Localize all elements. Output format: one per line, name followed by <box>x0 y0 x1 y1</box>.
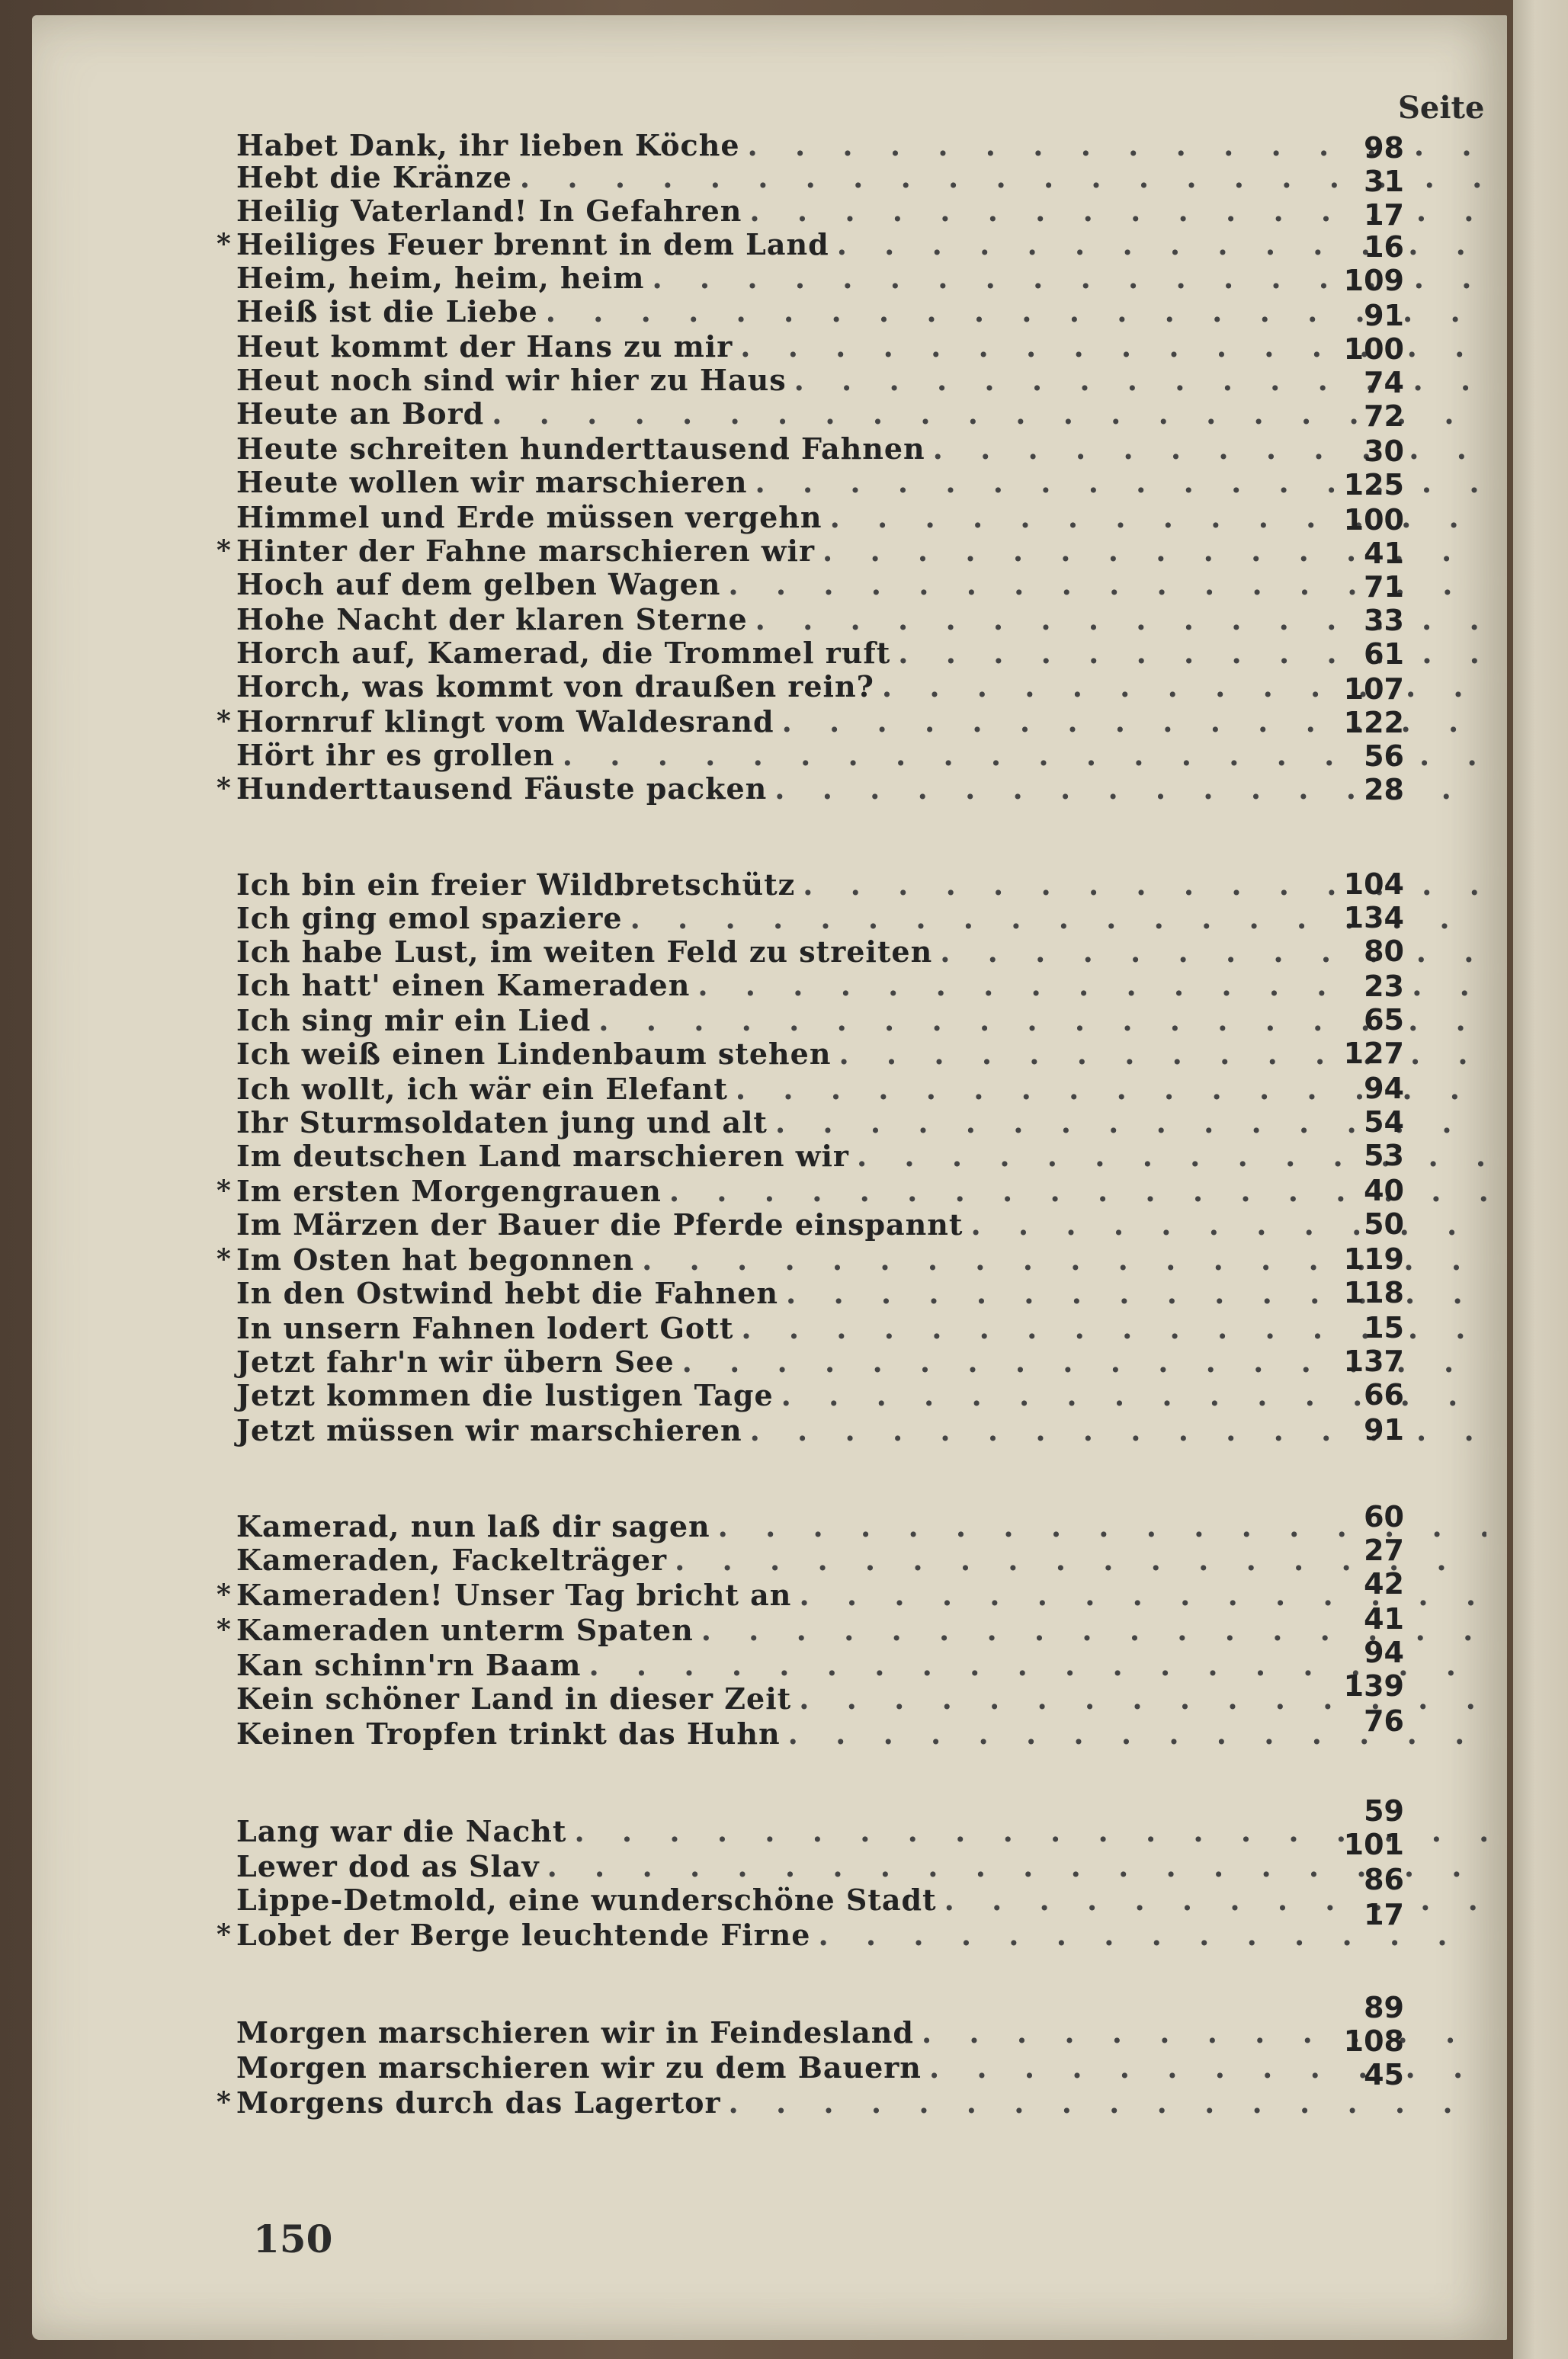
toc-page-number: 91 <box>1364 1413 1404 1447</box>
toc-entry-title: Kamerad, nun laß dir sagen <box>236 1509 710 1543</box>
toc-entry <box>236 1311 1486 1345</box>
toc-entry-title: Hebt die Kränze <box>236 160 512 194</box>
toc-entry <box>236 1716 1486 1751</box>
toc-entry-title: Im Osten hat begonnen <box>236 1242 635 1277</box>
toc-entry <box>216 704 1486 739</box>
toc-page-number: 125 <box>1343 468 1404 502</box>
toc-page-number: 71 <box>1364 570 1404 604</box>
toc-entry <box>236 1814 1486 1848</box>
asterisk-marker: * <box>216 2086 232 2118</box>
toc-entry <box>236 465 1486 499</box>
toc-entry-title: Hört ihr es grollen <box>236 738 555 772</box>
toc-entry <box>236 329 1486 364</box>
toc-entry <box>236 1413 1486 1447</box>
toc-entry <box>236 1105 1486 1139</box>
toc-entry <box>236 1276 1486 1310</box>
asterisk-marker: * <box>216 1579 232 1611</box>
toc-page-number: 127 <box>1343 1037 1404 1070</box>
toc-page-number: 50 <box>1364 1207 1404 1241</box>
toc-page-number: 137 <box>1343 1345 1404 1378</box>
toc-page-number: 80 <box>1364 934 1404 968</box>
toc-entry-title: Hunderttausend Fäuste packen <box>236 771 768 806</box>
toc-entry-title: Im ersten Morgengrauen <box>236 1174 662 1208</box>
toc-list <box>32 15 1507 2340</box>
toc-page-number: 42 <box>1364 1567 1404 1601</box>
toc-entry-title: Jetzt fahr'n wir übern See <box>236 1345 675 1379</box>
toc-entry-title: Heiß ist die Liebe <box>236 294 538 329</box>
toc-entry <box>236 934 1486 969</box>
toc-entry-title: Heut kommt der Hans zu mir <box>236 329 733 364</box>
toc-entry-title: In den Ostwind hebt die Fahnen <box>236 1276 779 1310</box>
toc-entry <box>236 901 1486 935</box>
toc-entry-title: Hornruf klingt vom Waldesrand <box>236 704 774 739</box>
toc-page-number: 15 <box>1364 1311 1404 1345</box>
toc-entry-title: Lippe-Detmold, eine wunderschöne Stadt <box>236 1883 937 1917</box>
toc-entry-title: In unsern Fahnen lodert Gott <box>236 1311 734 1345</box>
toc-page-number: 98 <box>1364 131 1404 165</box>
dot-leader <box>970 1207 1486 1242</box>
toc-page-number: 56 <box>1364 739 1404 773</box>
asterisk-marker: * <box>216 1175 232 1207</box>
toc-entry-title: Himmel und Erde müssen vergehn <box>236 500 822 534</box>
toc-entry-title: Kein schöner Land in dieser Zeit <box>236 1681 792 1716</box>
toc-page-number: 30 <box>1364 434 1404 468</box>
toc-entry-title: Heiliges Feuer brennt in dem Land <box>236 227 829 261</box>
toc-entry-title: Heilig Vaterland! In Gefahren <box>236 194 742 228</box>
toc-entry <box>236 1681 1486 1716</box>
toc-entry-title: Heut noch sind wir hier zu Haus <box>236 363 787 397</box>
toc-entry-title: Kameraden, Fackelträger <box>236 1543 668 1577</box>
toc-entry <box>216 534 1486 568</box>
toc-page-number: 134 <box>1343 901 1404 934</box>
toc-entry-title: Lang war die Nacht <box>236 1814 567 1848</box>
toc-page-number: 94 <box>1364 1636 1404 1669</box>
dot-leader <box>940 934 1486 969</box>
toc-entry <box>236 1345 1486 1379</box>
toc-entry-title: Lobet der Berge leuchtende Firne <box>236 1918 811 1952</box>
toc-entry <box>236 1139 1486 1173</box>
toc-entry <box>236 669 1486 704</box>
toc-entry-title: Horch auf, Kamerad, die Trommel ruft <box>236 636 891 670</box>
toc-page-number: 61 <box>1364 637 1404 671</box>
toc-entry-title: Morgens durch das Lagertor <box>236 2085 721 2120</box>
toc-page-number: 45 <box>1364 2058 1404 2091</box>
toc-entry-title: Hohe Nacht der klaren Sterne <box>236 602 748 636</box>
toc-entry <box>236 500 1486 534</box>
toc-entry <box>236 1072 1486 1106</box>
toc-page-number: 109 <box>1343 264 1404 297</box>
toc-entry <box>236 160 1486 194</box>
toc-page-number: 41 <box>1364 1602 1404 1636</box>
asterisk-marker: * <box>216 772 232 804</box>
toc-page-number: 101 <box>1343 1828 1404 1861</box>
toc-entry <box>236 738 1486 772</box>
toc-entry <box>236 2050 1486 2085</box>
toc-entry <box>236 261 1486 295</box>
dot-leader <box>944 1883 1486 1917</box>
toc-page-number: 118 <box>1343 1276 1404 1309</box>
toc-entry <box>236 396 1486 431</box>
asterisk-marker: * <box>216 1243 232 1275</box>
toc-entry-title: Morgen marschieren wir zu dem Bauern <box>236 2050 922 2085</box>
toc-entry <box>216 2085 1486 2120</box>
toc-entry <box>236 1648 1486 1682</box>
toc-page-number: 65 <box>1364 1003 1404 1037</box>
toc-page-number: 139 <box>1343 1669 1404 1703</box>
toc-entry-title: Lewer dod as Slav <box>236 1849 540 1883</box>
toc-entry-title: Ich ging emol spaziere <box>236 901 623 935</box>
asterisk-marker: * <box>216 1614 232 1646</box>
toc-page-number: 53 <box>1364 1139 1404 1172</box>
toc-entry-title: Horch, was kommt von draußen rein? <box>236 669 874 704</box>
toc-entry <box>236 1883 1486 1917</box>
toc-page-number: 23 <box>1364 970 1404 1003</box>
toc-page-number: 31 <box>1364 165 1404 198</box>
toc-entry-title: Ich habe Lust, im weiten Feld zu streiten <box>236 934 933 969</box>
toc-page-number: 17 <box>1364 198 1404 232</box>
toc-entry-title: Jetzt kommen die lustigen Tage <box>236 1378 774 1412</box>
toc-page-number: 119 <box>1343 1242 1404 1276</box>
toc-entry-title: Ich sing mir ein Lied <box>236 1003 592 1037</box>
toc-page-number: 27 <box>1364 1534 1404 1567</box>
toc-page-number: 104 <box>1343 867 1404 901</box>
toc-entry-title: Hoch auf dem gelben Wagen <box>236 567 721 601</box>
toc-page-number: 74 <box>1364 366 1404 399</box>
toc-page-number: 16 <box>1364 230 1404 264</box>
toc-entry <box>216 771 1486 806</box>
toc-entry <box>216 1918 1486 1952</box>
toc-page-number: 41 <box>1364 537 1404 570</box>
toc-entry-title: Heute an Bord <box>236 396 485 431</box>
toc-entry-title: Heute schreiten hunderttausend Fahnen <box>236 431 925 466</box>
toc-entry-title: Keinen Tropfen trinkt das Huhn <box>236 1716 781 1751</box>
toc-entry-title: Hinter der Fahne marschieren wir <box>236 534 815 568</box>
toc-entry <box>236 968 1486 1002</box>
toc-entry-title: Habet Dank, ihr lieben Köche <box>236 128 740 162</box>
book-page <box>32 15 1507 2340</box>
toc-entry <box>216 1578 1486 1612</box>
page-column-label: Seite <box>1398 90 1485 126</box>
asterisk-marker: * <box>216 705 232 737</box>
toc-entry-title: Kameraden! Unser Tag bricht an <box>236 1578 792 1612</box>
toc-entry-title: Kameraden unterm Spaten <box>236 1613 694 1647</box>
toc-entry <box>216 1174 1486 1208</box>
toc-page-number: 100 <box>1343 503 1404 537</box>
toc-page-number: 122 <box>1343 706 1404 739</box>
toc-entry <box>236 294 1486 329</box>
asterisk-marker: * <box>216 534 232 566</box>
toc-page-number: 100 <box>1343 332 1404 366</box>
toc-entry <box>236 128 1486 162</box>
toc-page-number: 60 <box>1364 1500 1404 1534</box>
toc-page-number: 89 <box>1364 1991 1404 2024</box>
adjacent-page-edge <box>1513 0 1568 2359</box>
toc-page-number: 17 <box>1364 1898 1404 1931</box>
toc-entry-title: Ich wollt, ich wär ein Elefant <box>236 1072 728 1106</box>
toc-page-number: 94 <box>1364 1072 1404 1105</box>
toc-entry <box>236 2015 1486 2050</box>
toc-entry <box>236 567 1486 601</box>
toc-page-number: 72 <box>1364 399 1404 433</box>
toc-entry-title: Heute wollen wir marschieren <box>236 465 748 499</box>
toc-entry <box>236 636 1486 670</box>
toc-page-number: 107 <box>1343 672 1404 706</box>
toc-entry <box>216 227 1486 261</box>
toc-page-number: 76 <box>1364 1704 1404 1738</box>
toc-entry <box>236 1207 1486 1242</box>
toc-entry <box>236 1849 1486 1883</box>
toc-entry-title: Ich bin ein freier Wildbretschütz <box>236 867 796 902</box>
toc-page-number: 54 <box>1364 1105 1404 1139</box>
toc-entry-title: Morgen marschieren wir in Feindesland <box>236 2015 914 2050</box>
toc-page-number: 86 <box>1364 1863 1404 1896</box>
asterisk-marker: * <box>216 1918 232 1950</box>
toc-page-number: 28 <box>1364 773 1404 806</box>
toc-entry <box>236 431 1486 466</box>
toc-page-number: 91 <box>1364 299 1404 332</box>
toc-entry <box>236 194 1486 228</box>
toc-entry-title: Im Märzen der Bauer die Pferde einspannt <box>236 1207 964 1242</box>
toc-entry <box>236 363 1486 397</box>
toc-entry <box>236 602 1486 636</box>
toc-entry-title: Ich weiß einen Lindenbaum stehen <box>236 1037 832 1071</box>
toc-page-number: 108 <box>1343 2024 1404 2058</box>
toc-entry <box>216 1242 1486 1277</box>
toc-entry-title: Ihr Sturmsoldaten jung und alt <box>236 1105 768 1139</box>
toc-entry <box>236 1378 1486 1412</box>
toc-page-number: 33 <box>1364 604 1404 637</box>
toc-entry-title: Heim, heim, heim, heim <box>236 261 645 295</box>
toc-entry <box>216 1613 1486 1647</box>
toc-entry-title: Kan schinn'rn Baam <box>236 1648 582 1682</box>
toc-entry <box>236 867 1486 902</box>
toc-entry-title: Jetzt müssen wir marschieren <box>236 1413 742 1447</box>
toc-entry <box>236 1003 1486 1037</box>
asterisk-marker: * <box>216 228 232 260</box>
page-folio: 150 <box>253 2216 333 2261</box>
toc-page-number: 59 <box>1364 1794 1404 1828</box>
toc-entry <box>236 1037 1486 1071</box>
toc-entry <box>236 1509 1486 1543</box>
toc-entry-title: Im deutschen Land marschieren wir <box>236 1139 849 1173</box>
toc-page-number: 66 <box>1364 1378 1404 1412</box>
toc-entry <box>236 1543 1486 1577</box>
toc-entry-title: Ich hatt' einen Kameraden <box>236 968 691 1002</box>
toc-page-number: 40 <box>1364 1174 1404 1207</box>
